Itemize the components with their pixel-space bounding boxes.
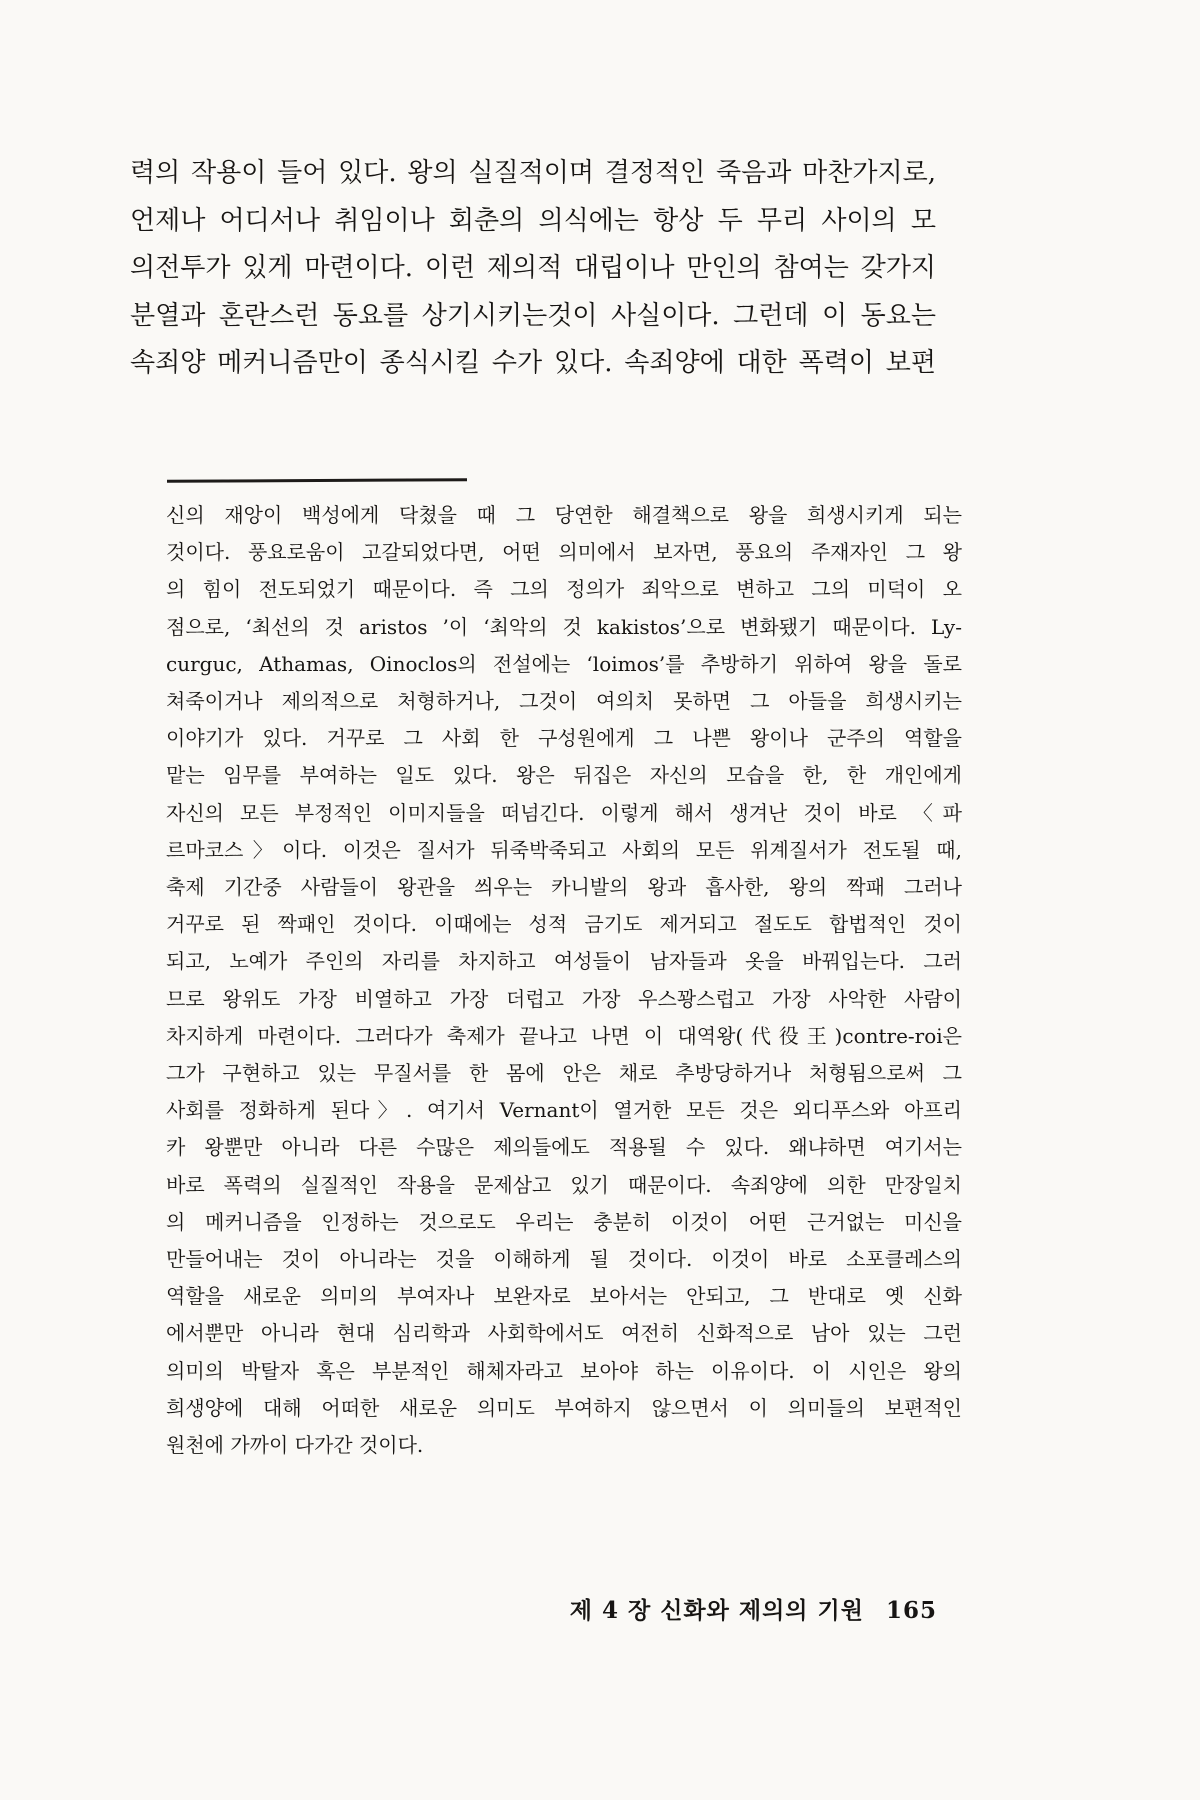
footnote-line: 차지하게 마련이다. 그러다가 축제가 끝나고 나면 이 대역왕(代役王)contre-roi은 [166, 1023, 962, 1048]
footnote-line: 자신의 모든 부정적인 이미지들을 떠넘긴다. 이렇게 해서 생겨난 것이 바로 〈파 [166, 800, 962, 825]
footnote-line: 바로 폭력의 실질적인 작용을 문제삼고 있기 때문이다. 속죄양에 의한 만장일치 [166, 1172, 962, 1197]
footnote-line: 역할을 새로운 의미의 부여자나 보완자로 보아서는 안되고, 그 반대로 옛 신화 [166, 1284, 962, 1309]
footnote-line: 맡는 임무를 부여하는 일도 있다. 왕은 뒤집은 자신의 모습을 한, 한 개인에게 [166, 763, 962, 788]
footnote-line: 되고, 노예가 주인의 자리를 차지하고 여성들이 남자들과 옷을 바꿔입는다. 그러 [166, 949, 962, 974]
footnote-block [166, 497, 962, 1464]
footnote-line: 것이다. 풍요로움이 고갈되었다면, 어떤 의미에서 보자면, 풍요의 주재자인 그 왕 [166, 540, 962, 565]
footnote-line: 이야기가 있다. 거꾸로 그 사회 한 구성원에게 그 나쁜 왕이나 군주의 역할을 [166, 726, 962, 751]
footnote-line: 희생양에 대해 어떠한 새로운 의미도 부여하지 않으면서 이 의미들의 보편적인 [166, 1395, 962, 1420]
main-text-line: 력의 작용이 들어 있다. 왕의 실질적이며 결정적인 죽음과 마찬가지로, [130, 158, 936, 188]
footnote-line: 신의 재앙이 백성에게 닥쳤을 때 그 당연한 해결책으로 왕을 희생시키게 되는 [166, 503, 962, 527]
footnote-line: 그가 구현하고 있는 무질서를 한 몸에 안은 채로 추방당하거나 처형됨으로써 그 [166, 1061, 962, 1086]
footnote-line: 점으로, ‘최선의 것 aristos ’이 ‘최악의 것 kakistos’으로 변화됐기 때문이다. Ly- [166, 614, 962, 639]
footnote-line: curguc, Athamas, Oinoclos의 전설에는 ‘loimos’를 추방하기 위하여 왕을 돌로 [166, 651, 962, 676]
footnote-separator-rule [167, 478, 467, 483]
main-text-line: 속죄양 메커니즘만이 종식시킬 수가 있다. 속죄양에 대한 폭력이 보편 [130, 348, 936, 378]
main-text-block [130, 150, 936, 388]
footnote-line: 의 힘이 전도되었기 때문이다. 즉 그의 정의가 죄악으로 변하고 그의 미덕이 오 [166, 577, 962, 602]
footnote-line: 만들어내는 것이 아니라는 것을 이해하게 될 것이다. 이것이 바로 소포클레스의 [166, 1247, 962, 1272]
main-text-line: 언제나 어디서나 취임이나 회춘의 의식에는 항상 두 무리 사이의 모 [130, 205, 936, 236]
footnote-line: 카 왕뿐만 아니라 다른 수많은 제의들에도 적용될 수 있다. 왜냐하면 여기서는 [166, 1135, 962, 1160]
main-text-line: 의전투가 있게 마련이다. 이런 제의적 대립이나 만인의 참여는 갖가지 [130, 253, 936, 283]
footnote-line: 거꾸로 된 짝패인 것이다. 이때에는 성적 금기도 제거되고 절도도 합법적인 것이 [166, 912, 962, 937]
footnote-line: 원천에 가까이 다가간 것이다. [166, 1433, 424, 1458]
page-number: 165 [885, 1597, 937, 1624]
running-footer [570, 1592, 937, 1625]
chapter-title: 제 4 장 신화와 제의의 기원 [569, 1597, 864, 1624]
footnote-line: 의미의 박탈자 혹은 부분적인 해체자라고 보아야 하는 이유이다. 이 시인은 왕의 [166, 1358, 962, 1383]
footnote-line: 사회를 정화하게 된다〉. 여기서 Vernant이 열거한 모든 것은 외디푸스와 아프리 [166, 1098, 962, 1123]
footnote-line: 에서뿐만 아니라 현대 심리학과 사회학에서도 여전히 신화적으로 남아 있는 그런 [166, 1321, 962, 1346]
footnote-line: 르마코스〉이다. 이것은 질서가 뒤죽박죽되고 사회의 모든 위계질서가 전도될 때, [166, 837, 962, 862]
footnote-line: 므로 왕위도 가장 비열하고 가장 더럽고 가장 우스꽝스럽고 가장 사악한 사람이 [166, 986, 962, 1011]
footnote-line: 의 메커니즘을 인정하는 것으로도 우리는 충분히 이것이 어떤 근거없는 미신을 [166, 1209, 962, 1234]
main-text-line: 분열과 혼란스런 동요를 상기시키는것이 사실이다. 그런데 이 동요는 [130, 300, 936, 331]
footnote-line: 쳐죽이거나 제의적으로 처형하거나, 그것이 여의치 못하면 그 아들을 희생시키는 [166, 689, 962, 714]
footnote-line: 축제 기간중 사람들이 왕관을 씌우는 카니발의 왕과 흡사한, 왕의 짝패 그러나 [166, 875, 962, 900]
